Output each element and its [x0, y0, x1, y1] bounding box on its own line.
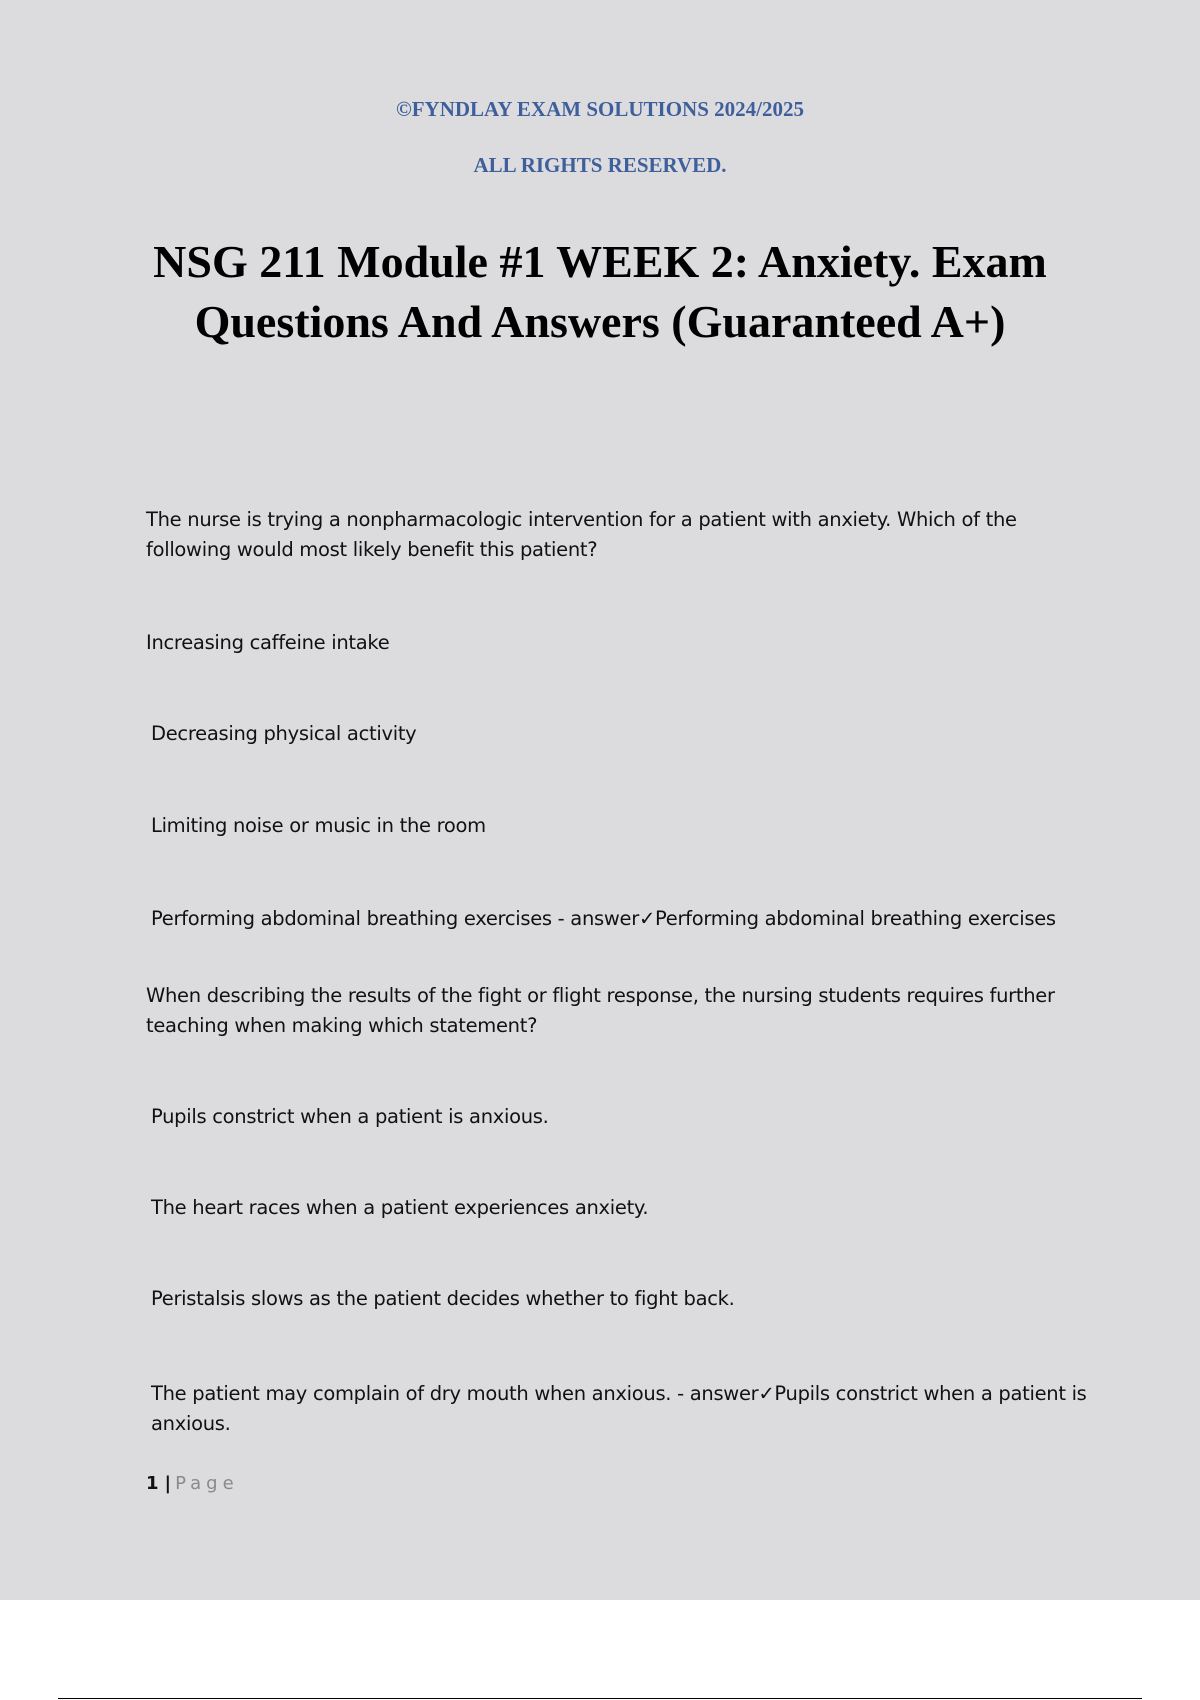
question-1-option-2: Decreasing physical activity [151, 722, 417, 745]
rights-reserved-header: ALL RIGHTS RESERVED. [473, 153, 727, 177]
page-footer [146, 1473, 239, 1494]
question-2-text: When describing the results of the fight or flight response, the nursing students requires further teaching when making which statement? [146, 984, 1055, 1037]
question-2-option-4-answer: The patient may complain of dry mouth when anxious. - answer✓Pupils constrict when a patient is anxious. [151, 1382, 1087, 1435]
page-label: Page [175, 1473, 239, 1494]
question-2-option-2: The heart races when a patient experiences anxiety. [151, 1196, 649, 1219]
question-1-option-3: Limiting noise or music in the room [151, 814, 486, 837]
question-1-text: The nurse is trying a nonpharmacologic intervention for a patient with anxiety. Which of the following would most likely benefit this patient? [146, 508, 1017, 561]
copyright-header: ©FYNDLAY EXAM SOLUTIONS 2024/2025 [396, 97, 804, 121]
bottom-divider [58, 1698, 1142, 1699]
document-title: NSG 211 Module #1 WEEK 2: Anxiety. Exam Questions And Answers (Guaranteed A+) [153, 236, 1047, 347]
question-2-option-1: Pupils constrict when a patient is anxious. [151, 1105, 549, 1128]
question-2-option-3: Peristalsis slows as the patient decides whether to fight back. [151, 1287, 735, 1310]
question-1-option-1: Increasing caffeine intake [146, 631, 390, 654]
question-1-option-4-answer: Performing abdominal breathing exercises - answer✓Performing abdominal breathing exercises [151, 907, 1056, 930]
page-separator: | [164, 1473, 172, 1494]
page-number: 1 [146, 1473, 159, 1494]
